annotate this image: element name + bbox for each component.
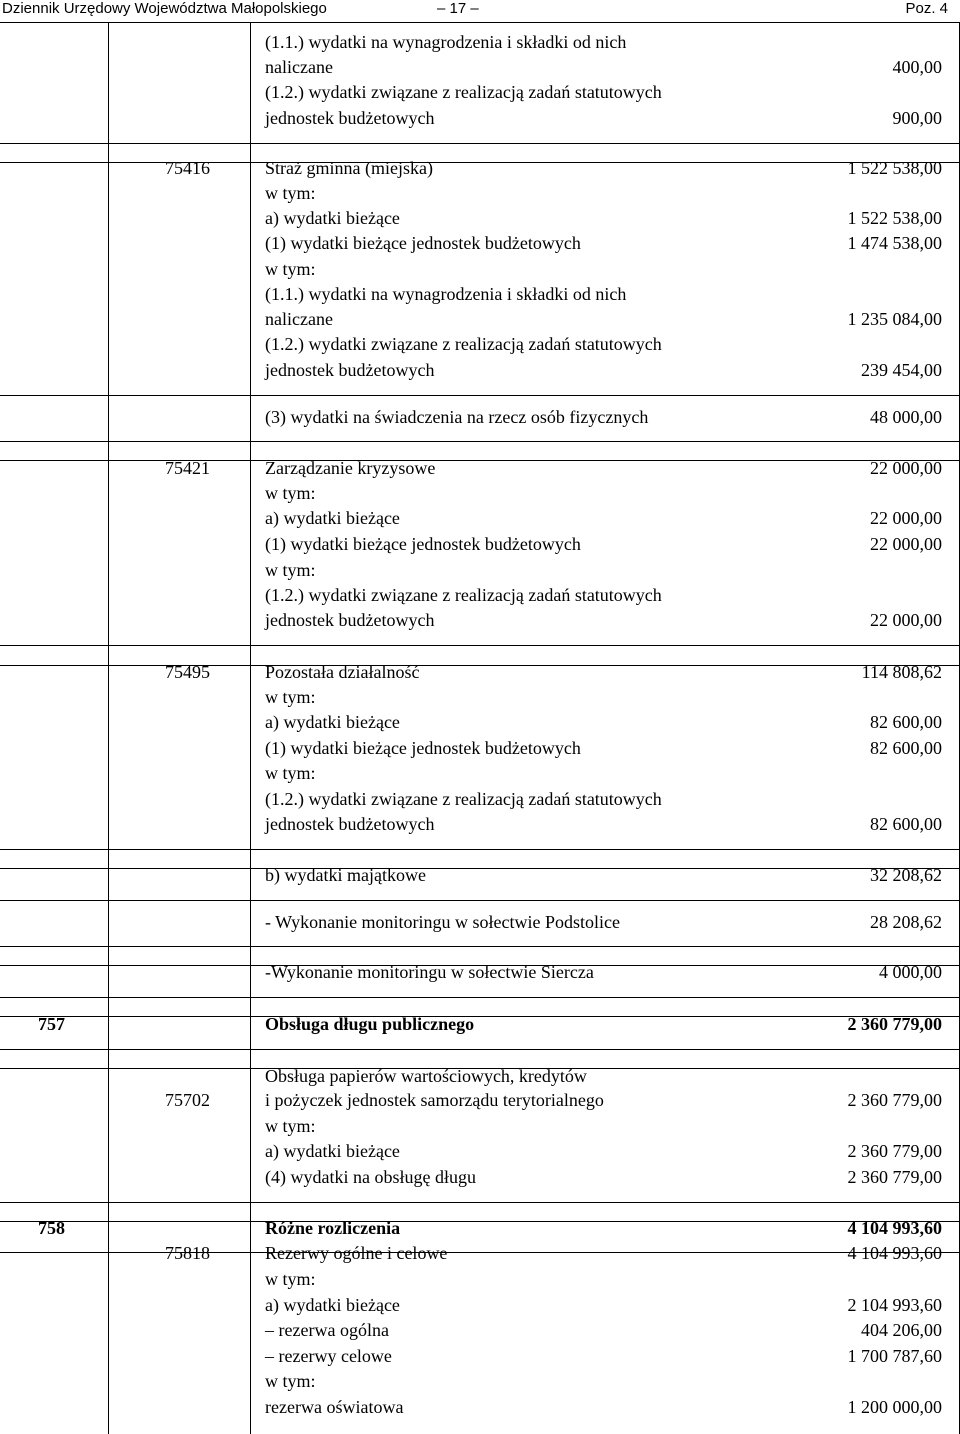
row-divider bbox=[0, 1049, 960, 1050]
item-description: (1.2.) wydatki związane z realizacją zadań statutowych bbox=[265, 585, 662, 605]
position-number: Poz. 4 bbox=[905, 0, 948, 17]
item-amount: 1 200 000,00 bbox=[847, 1397, 942, 1417]
item-amount: 1 700 787,60 bbox=[847, 1346, 942, 1366]
item-description: w tym: bbox=[265, 560, 316, 580]
item-amount: 2 360 779,00 bbox=[847, 1167, 942, 1187]
item-amount: 404 206,00 bbox=[861, 1320, 942, 1340]
item-description: Zarządzanie kryzysowe bbox=[265, 458, 436, 478]
item-description: (4) wydatki na obsługę długu bbox=[265, 1167, 476, 1187]
item-description: a) wydatki bieżące bbox=[265, 508, 400, 528]
item-amount: 48 000,00 bbox=[870, 407, 942, 427]
column-divider bbox=[108, 23, 109, 1434]
item-description: w tym: bbox=[265, 1116, 316, 1136]
item-amount: 239 454,00 bbox=[861, 360, 942, 380]
section-code: 757 bbox=[38, 1014, 65, 1034]
item-amount: 82 600,00 bbox=[870, 814, 942, 834]
chapter-code: 75818 bbox=[165, 1243, 210, 1263]
header-rule bbox=[0, 22, 960, 23]
row-divider bbox=[0, 1202, 960, 1203]
item-amount: 2 360 779,00 bbox=[847, 1141, 942, 1161]
item-description: Straż gminna (miejska) bbox=[265, 158, 433, 178]
item-description: jednostek budżetowych bbox=[265, 610, 435, 630]
item-description: Pozostała działalność bbox=[265, 662, 420, 682]
item-amount: 400,00 bbox=[892, 57, 942, 77]
item-amount: 1 474 538,00 bbox=[847, 233, 942, 253]
item-description: w tym: bbox=[265, 763, 316, 783]
item-amount: 22 000,00 bbox=[870, 534, 942, 554]
item-amount: 4 104 993,60 bbox=[847, 1243, 942, 1263]
row-divider bbox=[0, 645, 960, 646]
item-description: a) wydatki bieżące bbox=[265, 208, 400, 228]
item-description: Różne rozliczenia bbox=[265, 1218, 401, 1238]
row-divider bbox=[0, 868, 960, 869]
item-amount: 22 000,00 bbox=[870, 458, 942, 478]
item-description: Obsługa papierów wartościowych, kredytów bbox=[265, 1066, 587, 1086]
item-amount: 82 600,00 bbox=[870, 738, 942, 758]
item-description: (1.2.) wydatki związane z realizacją zadań statutowych bbox=[265, 334, 662, 354]
item-description: w tym: bbox=[265, 1269, 316, 1289]
item-amount: 2 360 779,00 bbox=[847, 1014, 942, 1034]
item-description: w tym: bbox=[265, 1371, 316, 1391]
item-amount: 82 600,00 bbox=[870, 712, 942, 732]
row-divider bbox=[0, 997, 960, 998]
section-code: 758 bbox=[38, 1218, 65, 1238]
item-description: w tym: bbox=[265, 483, 316, 503]
page-number: – 17 – bbox=[437, 0, 479, 17]
chapter-code: 75495 bbox=[165, 662, 210, 682]
item-amount: 22 000,00 bbox=[870, 508, 942, 528]
item-amount: 32 208,62 bbox=[870, 865, 942, 885]
row-divider bbox=[0, 849, 960, 850]
item-description: Rezerwy ogólne i celowe bbox=[265, 1243, 448, 1263]
item-description: jednostek budżetowych bbox=[265, 360, 435, 380]
chapter-code: 75416 bbox=[165, 158, 210, 178]
item-amount: 900,00 bbox=[892, 108, 942, 128]
item-description: a) wydatki bieżące bbox=[265, 1295, 400, 1315]
item-description: i pożyczek jednostek samorządu terytorialnego bbox=[265, 1090, 604, 1110]
item-description: jednostek budżetowych bbox=[265, 108, 435, 128]
item-amount: 114 808,62 bbox=[861, 662, 942, 682]
item-description: (3) wydatki na świadczenia na rzecz osób fizycznych bbox=[265, 407, 649, 427]
item-amount: 2 104 993,60 bbox=[847, 1295, 942, 1315]
item-description: (1) wydatki bieżące jednostek budżetowych bbox=[265, 534, 581, 554]
item-description: - Wykonanie monitoringu w sołectwie Podstolice bbox=[265, 912, 621, 932]
row-divider bbox=[0, 900, 960, 901]
item-description: naliczane bbox=[265, 57, 333, 77]
item-description: (1.1.) wydatki na wynagrodzenia i składki od nich bbox=[265, 284, 627, 304]
item-amount: 28 208,62 bbox=[870, 912, 942, 932]
item-amount: 2 360 779,00 bbox=[847, 1090, 942, 1110]
chapter-code: 75421 bbox=[165, 458, 210, 478]
row-divider bbox=[0, 1221, 960, 1222]
item-description: w tym: bbox=[265, 259, 316, 279]
row-divider bbox=[0, 441, 960, 442]
item-description: w tym: bbox=[265, 687, 316, 707]
item-description: (1.2.) wydatki związane z realizacją zadań statutowych bbox=[265, 82, 662, 102]
item-description: naliczane bbox=[265, 309, 333, 329]
chapter-code: 75702 bbox=[165, 1090, 210, 1110]
item-description: w tym: bbox=[265, 183, 316, 203]
item-amount: 1 522 538,00 bbox=[847, 208, 942, 228]
item-description: (1) wydatki bieżące jednostek budżetowych bbox=[265, 738, 581, 758]
item-description: – rezerwa ogólna bbox=[265, 1320, 389, 1340]
item-amount: 1 235 084,00 bbox=[847, 309, 942, 329]
item-description: -Wykonanie monitoringu w sołectwie Siercza bbox=[265, 962, 594, 982]
item-description: a) wydatki bieżące bbox=[265, 1141, 400, 1161]
row-divider bbox=[0, 946, 960, 947]
row-divider bbox=[0, 1016, 960, 1017]
row-divider bbox=[0, 143, 960, 144]
item-description: a) wydatki bieżące bbox=[265, 712, 400, 732]
item-description: (1) wydatki bieżące jednostek budżetowych bbox=[265, 233, 581, 253]
column-divider bbox=[250, 23, 251, 1434]
item-description: – rezerwy celowe bbox=[265, 1346, 392, 1366]
item-amount: 22 000,00 bbox=[870, 610, 942, 630]
item-description: (1.1.) wydatki na wynagrodzenia i składki od nich bbox=[265, 32, 627, 52]
item-description: (1.2.) wydatki związane z realizacją zadań statutowych bbox=[265, 789, 662, 809]
row-divider bbox=[0, 395, 960, 396]
item-description: b) wydatki majątkowe bbox=[265, 865, 426, 885]
item-description: Obsługa długu publicznego bbox=[265, 1014, 475, 1034]
item-amount: 1 522 538,00 bbox=[847, 158, 942, 178]
item-amount: 4 000,00 bbox=[879, 962, 942, 982]
item-description: rezerwa oświatowa bbox=[265, 1397, 404, 1417]
item-amount: 4 104 993,60 bbox=[847, 1218, 942, 1238]
page-header bbox=[0, 0, 960, 22]
journal-title: Dziennik Urzędowy Województwa Małopolskiego bbox=[2, 0, 327, 17]
item-description: jednostek budżetowych bbox=[265, 814, 435, 834]
